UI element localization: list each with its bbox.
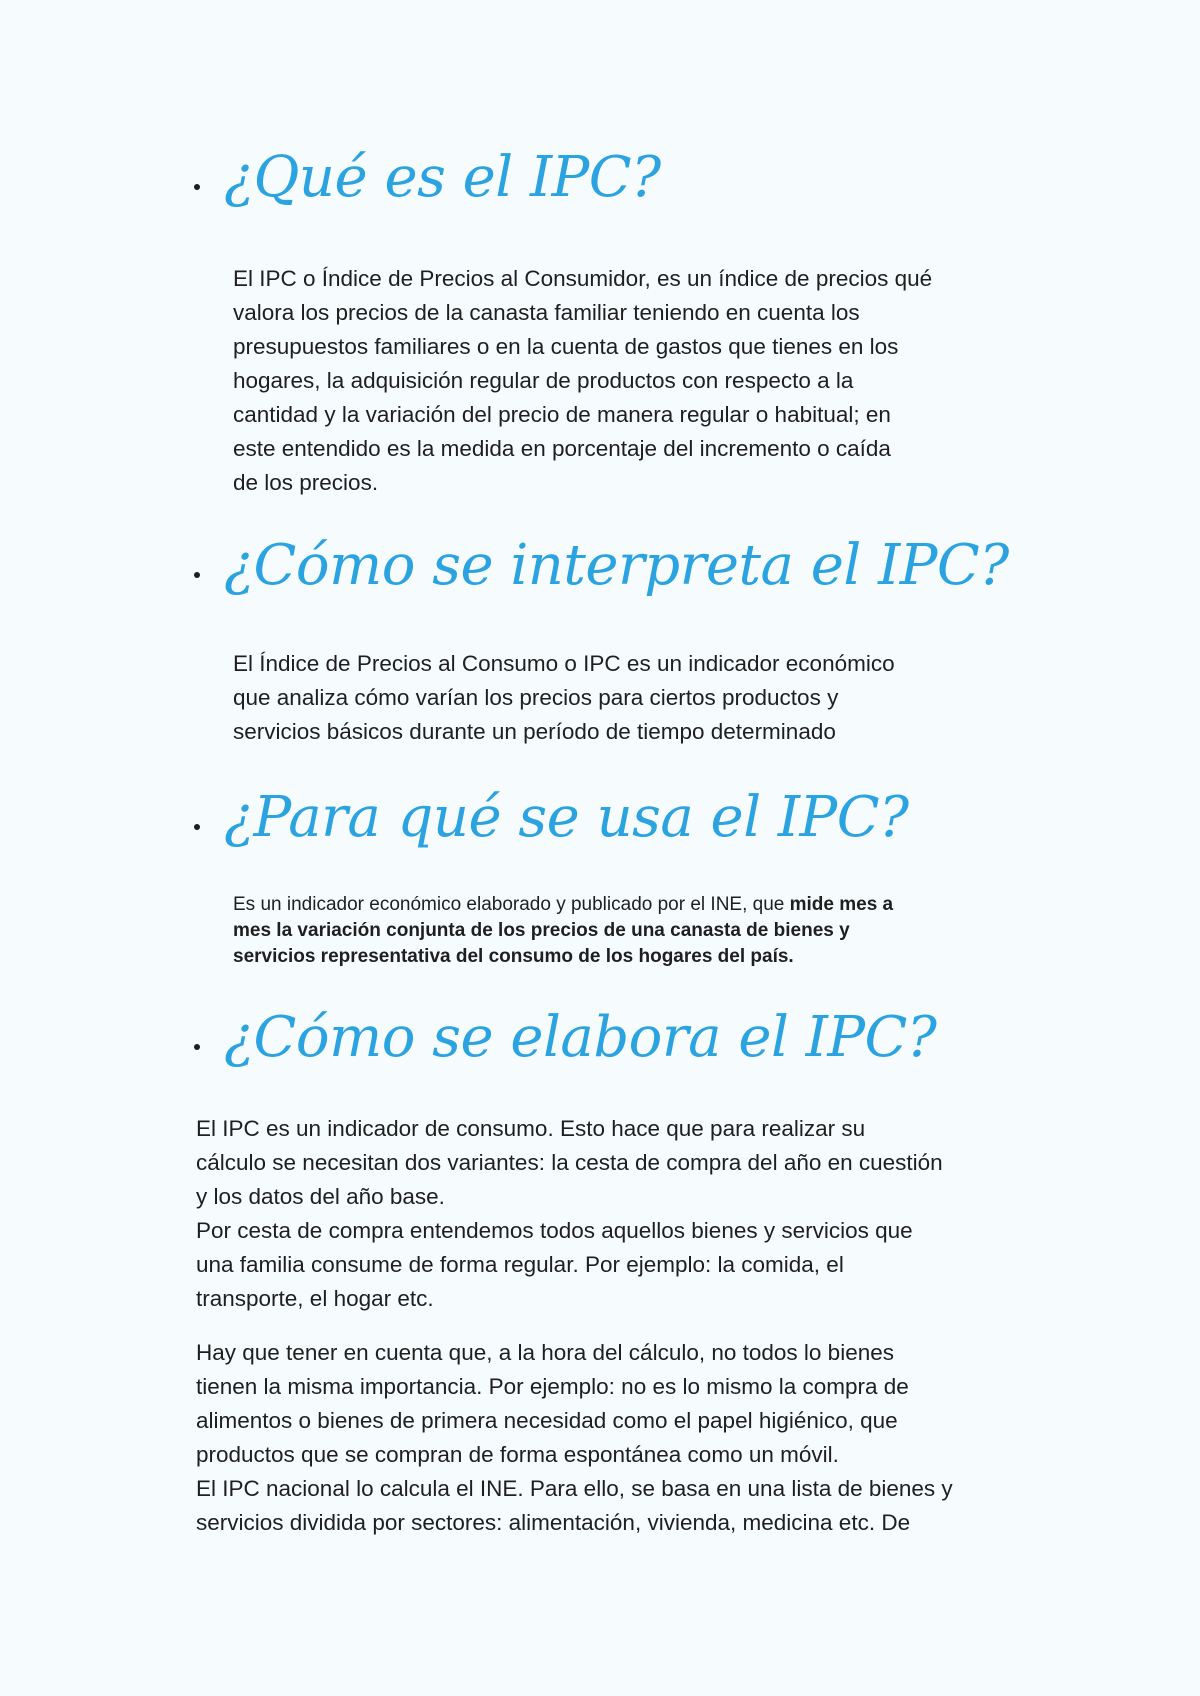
text-line: El IPC o Índice de Precios al Consumidor, es un índice de precios qué	[233, 266, 933, 291]
text-line: que analiza cómo varían los precios para ciertos productos y	[233, 685, 839, 710]
text-line: hogares, la adquisición regular de productos con respecto a la	[233, 368, 854, 393]
paragraph-que-es	[233, 262, 1033, 500]
text-line: tienen la misma importancia. Por ejemplo: no es lo mismo la compra de	[196, 1374, 909, 1399]
heading-para-que	[194, 785, 909, 850]
text-line: y los datos del año base.	[196, 1184, 445, 1209]
text-line: valora los precios de la canasta familiar teniendo en cuenta los	[233, 300, 860, 325]
text-line-bold: mes la variación conjunta de los precios de una canasta de bienes y	[233, 920, 850, 941]
heading-que-es	[194, 145, 661, 210]
text-bold: mide mes a	[789, 894, 894, 915]
paragraph-para-que	[233, 892, 1033, 970]
paragraph-como-elabora-a	[196, 1112, 1036, 1316]
bullet-icon	[194, 1044, 200, 1050]
text-line: presupuestos familiares o en la cuenta de gastos que tienes en los	[233, 334, 899, 359]
heading-text: ¿Para qué se usa el IPC?	[224, 785, 909, 850]
heading-text: ¿Cómo se elabora el IPC?	[224, 1005, 937, 1070]
heading-text: ¿Cómo se interpreta el IPC?	[224, 533, 1009, 598]
heading-como-elabora	[194, 1005, 937, 1070]
text-line: una familia consume de forma regular. Por ejemplo: la comida, el	[196, 1252, 844, 1277]
heading-text: ¿Qué es el IPC?	[224, 145, 661, 210]
bullet-icon	[194, 824, 200, 830]
text-line: El IPC nacional lo calcula el INE. Para ello, se basa en una lista de bienes y	[196, 1476, 953, 1501]
text-line: El IPC es un indicador de consumo. Esto hace que para realizar su	[196, 1116, 866, 1141]
heading-como-interpreta	[194, 533, 1009, 598]
text-line: alimentos o bienes de primera necesidad como el papel higiénico, que	[196, 1408, 898, 1433]
bullet-icon	[194, 184, 200, 190]
text-line-bold: servicios representativa del consumo de los hogares del país.	[233, 946, 794, 967]
text-normal: Es un indicador económico elaborado y publicado por el INE, que	[233, 894, 790, 915]
text-line: productos que se compran de forma espontánea como un móvil.	[196, 1442, 839, 1467]
text-line: este entendido es la medida en porcentaje del incremento o caída	[233, 436, 891, 461]
paragraph-como-interpreta	[233, 647, 1033, 749]
text-line: Por cesta de compra entendemos todos aquellos bienes y servicios que	[196, 1218, 913, 1243]
text-line: de los precios.	[233, 470, 379, 495]
text-line: cálculo se necesitan dos variantes: la cesta de compra del año en cuestión	[196, 1150, 943, 1175]
text-line: transporte, el hogar etc.	[196, 1286, 434, 1311]
paragraph-como-elabora-b	[196, 1336, 1036, 1540]
bullet-icon	[194, 572, 200, 578]
text-line	[233, 892, 1033, 918]
text-line: servicios dividida por sectores: alimentación, vivienda, medicina etc. De	[196, 1510, 911, 1535]
text-line: servicios básicos durante un período de tiempo determinado	[233, 719, 836, 744]
text-line: El Índice de Precios al Consumo o IPC es un indicador económico	[233, 651, 895, 676]
text-line: cantidad y la variación del precio de manera regular o habitual; en	[233, 402, 891, 427]
text-line: Hay que tener en cuenta que, a la hora del cálculo, no todos lo bienes	[196, 1340, 894, 1365]
